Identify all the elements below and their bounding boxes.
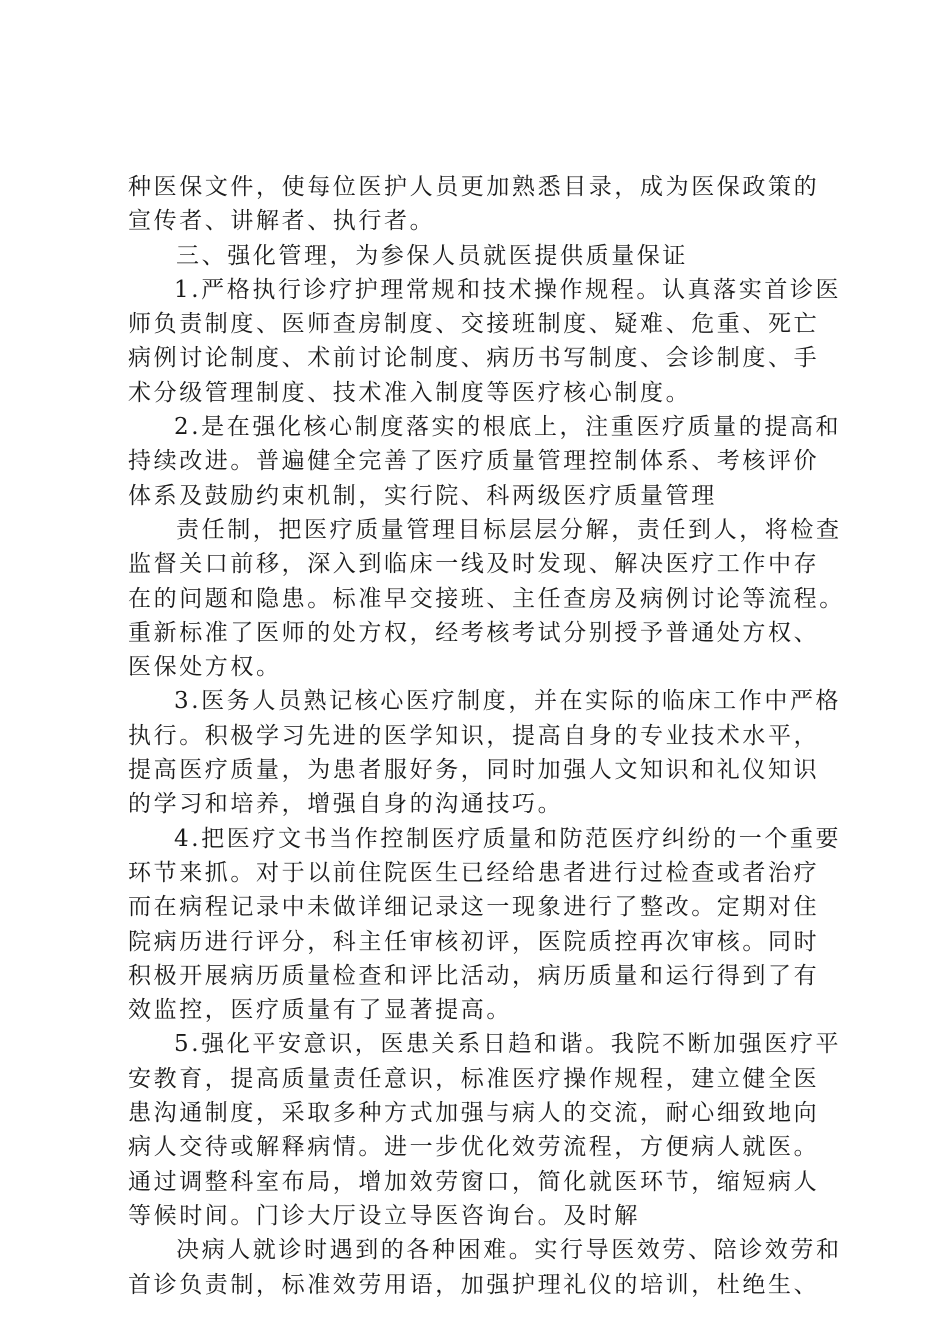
text-line: 决病人就诊时遇到的各种困难。实行导医效劳、陪诊效劳和 [176, 1237, 842, 1264]
text-line: 病人交待或解释病情。进一步优化效劳流程，方便病人就医。 [128, 1134, 820, 1161]
text-line: 病例讨论制度、术前讨论制度、病历书写制度、会诊制度、手 [128, 345, 820, 372]
text-line: 1.严格执行诊疗护理常规和技术操作规程。认真落实首诊医 [174, 276, 842, 303]
text-line: 监督关口前移，深入到临床一线及时发现、解决医疗工作中存 [128, 551, 820, 578]
text-line: 首诊负责制，标准效劳用语，加强护理礼仪的培训，杜绝生、 [128, 1271, 820, 1298]
section-heading: 三、强化管理，为参保人员就医提供质量保证 [176, 242, 688, 269]
text-line: 术分级管理制度、技术准入制度等医疗核心制度。 [128, 379, 692, 406]
text-line: 3.医务人员熟记核心医疗制度，并在实际的临床工作中严格 [174, 688, 842, 715]
text-line: 责任制，把医疗质量管理目标层层分解，责任到人，将检查 [176, 516, 842, 543]
text-line: 4.把医疗文书当作控制医疗质量和防范医疗纠纷的一个重要 [174, 825, 842, 852]
text-line: 种医保文件，使每位医护人员更加熟悉目录，成为医保政策的 [128, 174, 820, 200]
text-line: 持续改进。普遍健全完善了医疗质量管理控制体系、考核评价 [128, 448, 820, 475]
text-line: 2.是在强化核心制度落实的根底上，注重医疗质量的提高和 [174, 414, 842, 441]
text-line: 重新标准了医师的处方权，经考核考试分别授予普通处方权、 [128, 619, 820, 646]
text-line: 医保处方权。 [128, 654, 282, 681]
text-line: 通过调整科室布局，增加效劳窗口，简化就医环节，缩短病人 [128, 1168, 820, 1195]
text-line: 5.强化平安意识，医患关系日趋和谐。我院不断加强医疗平 [174, 1031, 842, 1058]
text-line: 积极开展病历质量检查和评比活动，病历质量和运行得到了有 [128, 962, 820, 989]
text-line: 宣传者、讲解者、执行者。 [128, 208, 436, 235]
text-line: 执行。积极学习先进的医学知识，提高自身的专业技术水平， [128, 722, 820, 749]
text-line: 院病历进行评分，科主任审核初评，医院质控再次审核。同时 [128, 928, 820, 955]
text-line: 在的问题和隐患。标准早交接班、主任查房及病例讨论等流程。 [128, 585, 845, 612]
text-line: 提高医疗质量，为患者服好务，同时加强人文知识和礼仪知识 [128, 757, 820, 784]
text-line: 环节来抓。对于以前住院医生已经给患者进行过检查或者治疗 [128, 859, 820, 886]
text-line: 师负责制度、医师查房制度、交接班制度、疑难、危重、死亡 [128, 311, 820, 338]
text-line: 的学习和培养，增强自身的沟通技巧。 [128, 791, 564, 818]
text-line: 效监控，医疗质量有了显著提高。 [128, 997, 512, 1024]
document-body [128, 170, 845, 1302]
text-line: 安教育，提高质量责任意识，标准医疗操作规程，建立健全医 [128, 1065, 820, 1092]
text-line: 体系及鼓励约束机制，实行院、科两级医疗质量管理 [128, 482, 717, 509]
text-line: 等候时间。门诊大厅设立导医咨询台。及时解 [128, 1202, 640, 1229]
text-line: 患沟通制度，采取多种方式加强与病人的交流，耐心细致地向 [128, 1100, 820, 1127]
text-line: 而在病程记录中未做详细记录这一现象进行了整改。定期对住 [128, 894, 820, 921]
